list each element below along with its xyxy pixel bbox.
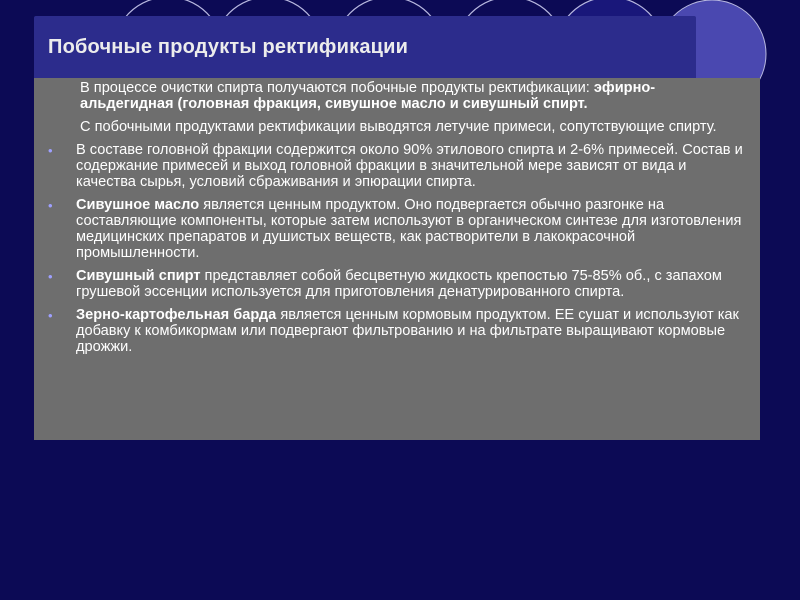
- intro-paragraph-2: [34, 119, 746, 135]
- bullet-4-text: является ценным кормовым продуктом. ЕЕ сушат и используют как добавку к комбикормам или подвергают фильтрованию и на фильтрате выращивают кормовые дрожжи.: [76, 307, 739, 355]
- bullet-1-text: В составе головной фракции содержится около 90% этилового спирта и 2-6% примесей. Состав и содержание примесей и выход головной фракции в значительной мере зависят от вида и качества сырья, условий сбраживания и эпюрации спирта.: [76, 142, 743, 190]
- intro1-bold-text: эфирно-альдегидная (головная фракция, сивушное масло и сивушный спирт.: [80, 80, 656, 112]
- bullet-icon: •: [48, 143, 53, 158]
- slide-title: Побочные продукты ректификации: [48, 36, 409, 58]
- intro2-text: С побочными продуктами ректификации выводятся летучие примеси, сопутствующие спирту.: [80, 119, 717, 135]
- intro1-text: В процессе очистки спирта получаются побочные продукты ректификации:: [80, 80, 594, 96]
- bullet-icon: •: [48, 198, 53, 213]
- bullet-4-bold: Зерно-картофельная барда: [76, 307, 277, 323]
- bullet-item-4: [34, 307, 746, 355]
- bullet-2-bold: Сивушное масло: [76, 197, 200, 213]
- bullet-item-1: [34, 142, 746, 190]
- bullet-3-text: представляет собой бесцветную жидкость крепостью 75-85% об., с запахом грушевой эссенции используется для приготовления денатурированного спирта.: [76, 268, 722, 300]
- slide-content: [34, 80, 746, 362]
- bullet-icon: •: [48, 308, 53, 323]
- bullet-item-2: [34, 197, 746, 261]
- bullet-3-bold: Сивушный спирт: [76, 268, 201, 284]
- bullet-icon: •: [48, 269, 53, 284]
- intro-paragraph-1: [34, 80, 746, 112]
- bullet-2-text: является ценным продуктом. Оно подвергается обычно разгонке на составляющие компоненты, которые затем используют в органическом синтезе для изготовления медицинских препаратов и душистых веществ, как растворители в лакокрасочной промышленности.: [76, 197, 742, 261]
- bullet-item-3: [34, 268, 746, 300]
